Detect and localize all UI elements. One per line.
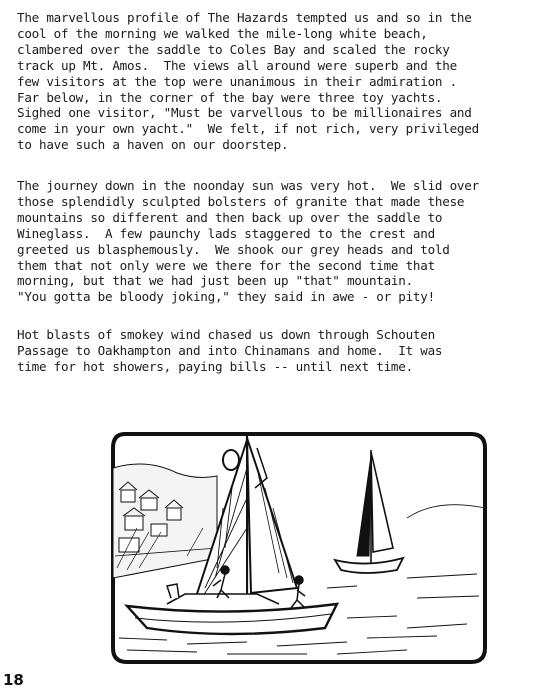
text-line: cool of the morning we walked the mile-long white beach, — [17, 25, 428, 41]
text-line: Sighed one visitor, "Must be varvellous to be millionaires and — [17, 105, 472, 121]
text-line: clambered over the saddle to Coles Bay and scaled the rocky — [17, 41, 450, 57]
page-number: 18 — [3, 671, 24, 689]
paragraph-2 — [17, 178, 547, 305]
text-line: The marvellous profile of The Hazards tempted us and so in the — [17, 10, 472, 25]
text-line: morning, but that we had just been up "that" mountain. — [17, 273, 413, 289]
text-line: Passage to Oakhampton and into Chinamans and home. It was — [17, 342, 443, 358]
sailboats-illustration — [107, 428, 490, 668]
text-line: time for hot showers, paying bills -- until next time. — [17, 358, 413, 374]
text-line: them that not only were we there for the second time that — [17, 257, 435, 273]
text-line: come in your own yacht." We felt, if not rich, very privileged — [17, 121, 479, 137]
text-line: Wineglass. A few paunchy lads staggered to the crest and — [17, 225, 435, 241]
text-line: "You gotta be bloody joking," they said in awe - or pity! — [17, 289, 435, 305]
text-line: to have such a haven on our doorstep. — [17, 137, 289, 153]
text-line: few visitors at the top were unanimous in their admiration . — [17, 73, 457, 89]
text-line: track up Mt. Amos. The views all around were superb and the — [17, 57, 457, 73]
paragraph-3 — [17, 327, 547, 375]
text-line: mountains so different and then back up over the saddle to — [17, 209, 443, 225]
text-line: greeted us blasphemously. We shook our grey heads and told — [17, 241, 450, 257]
text-line: Hot blasts of smokey wind chased us down through Schouten — [17, 327, 435, 342]
text-line: The journey down in the noonday sun was very hot. We slid over — [17, 178, 479, 193]
text-line: those splendidly sculpted bolsters of granite that made these — [17, 193, 465, 209]
paragraph-1 — [17, 10, 547, 153]
text-line: Far below, in the corner of the bay were three toy yachts. — [17, 89, 443, 105]
